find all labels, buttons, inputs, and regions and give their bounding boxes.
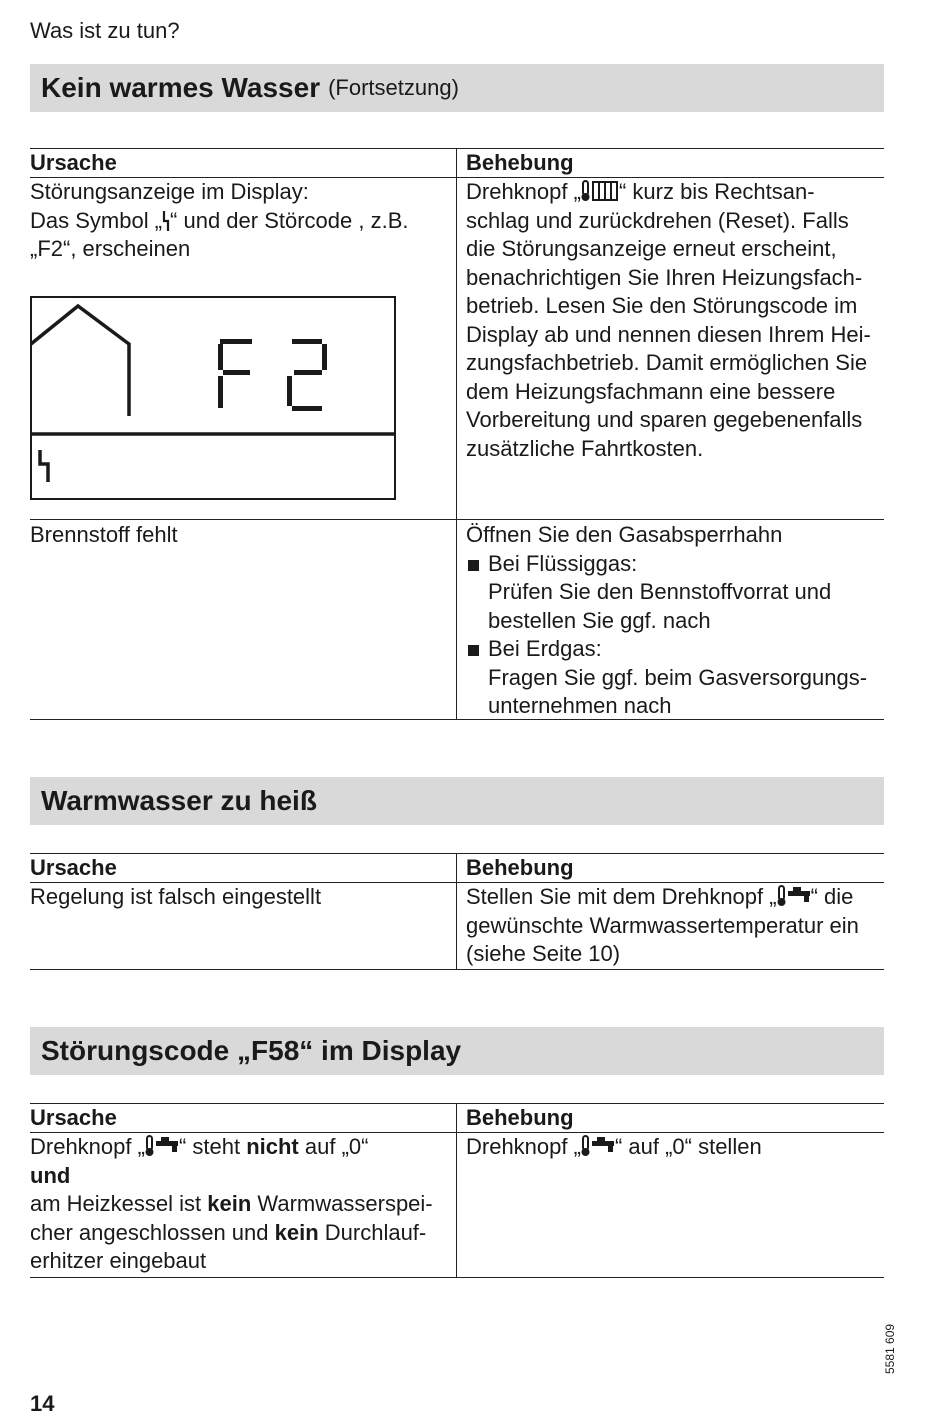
list-item: Bei Erdgas: [466, 635, 867, 664]
section-title-bar [30, 1027, 884, 1075]
section-title: Kein warmes Wasser [41, 72, 321, 103]
document-code: 5581 609 [883, 1323, 897, 1374]
thermometer-tap-icon [145, 1135, 179, 1157]
column-header-fix: Behebung [466, 150, 574, 175]
column-header-fix: Behebung [466, 1105, 574, 1130]
house-outline-icon [31, 306, 129, 416]
thermometer-radiator-icon [581, 180, 619, 202]
cause-cell: Regelung ist falsch eingestellt [30, 884, 322, 909]
section-title: Warmwasser zu heiß [41, 785, 317, 816]
section-title-bar [30, 64, 884, 112]
thermometer-tap-icon [581, 1135, 615, 1157]
column-header-cause: Ursache [30, 855, 117, 880]
fix-cell: Drehknopf „ “ auf „0“ stellen [466, 1134, 762, 1159]
column-header-fix: Behebung [466, 855, 574, 880]
fix-cell: Öffnen Sie den Gasabsperrhahn Bei Flüssiggas: Prüfen Sie den Bennstoffvorrat und bestellen Sie ggf. nach Bei Erdgas: Fragen Sie ggf. beim Gasversorgungs- unternehmen nach [466, 522, 868, 718]
fix-cell: Stellen Sie mit dem Drehknopf „ “ die gewünschte Warmwassertemperatur ein (siehe Seite 10) [466, 884, 859, 966]
display-fault-code [218, 339, 327, 411]
fault-lightning-icon [40, 450, 48, 482]
column-header-cause: Ursache [30, 150, 117, 175]
section-subtitle: (Fortsetzung) [328, 75, 459, 100]
cause-cell: Brennstoff fehlt [30, 522, 178, 547]
bullet-square-icon [468, 560, 479, 571]
boiler-display-illustration [30, 296, 396, 500]
troubleshooting-table [30, 1103, 884, 1279]
fault-lightning-icon [162, 211, 170, 231]
section-title: Störungscode „F58“ im Display [41, 1035, 462, 1066]
page-number: 14 [30, 1391, 55, 1416]
thermometer-tap-icon [777, 885, 811, 907]
troubleshooting-table [30, 853, 884, 971]
bullet-square-icon [468, 645, 479, 656]
column-header-cause: Ursache [30, 1105, 117, 1130]
list-item: Bei Flüssiggas: [466, 550, 867, 579]
fix-cell: Drehknopf „ “ kurz bis Rechtsan- schlag und zurückdrehen (Reset). Falls die Störungsanzeige erneut erscheint, benachrichtigen Sie Ihren Heizungsfach- betrieb. Lesen Sie den Störungscode im Display ab und nennen diesen Ihrem Hei- zungsfachbetrieb. Damit ermöglichen Sie dem Heizungsfachmann eine bessere Vorbereitung und sparen gegebenenfalls zusätzliche Fahrtkosten. [466, 179, 871, 461]
cause-cell: Drehknopf „ “ steht nicht auf „0“ und am Heizkessel ist kein Warmwasserspei- cher angeschlossen und kein Durchlauf- erhitzer eingebaut [30, 1134, 433, 1273]
cause-cell: Störungsanzeige im Display: Das Symbol „ “ und der Störcode , z.B. „F2“, erscheinen [30, 179, 409, 261]
section-title-bar [30, 777, 884, 825]
page-header: Was ist zu tun? [30, 18, 180, 43]
